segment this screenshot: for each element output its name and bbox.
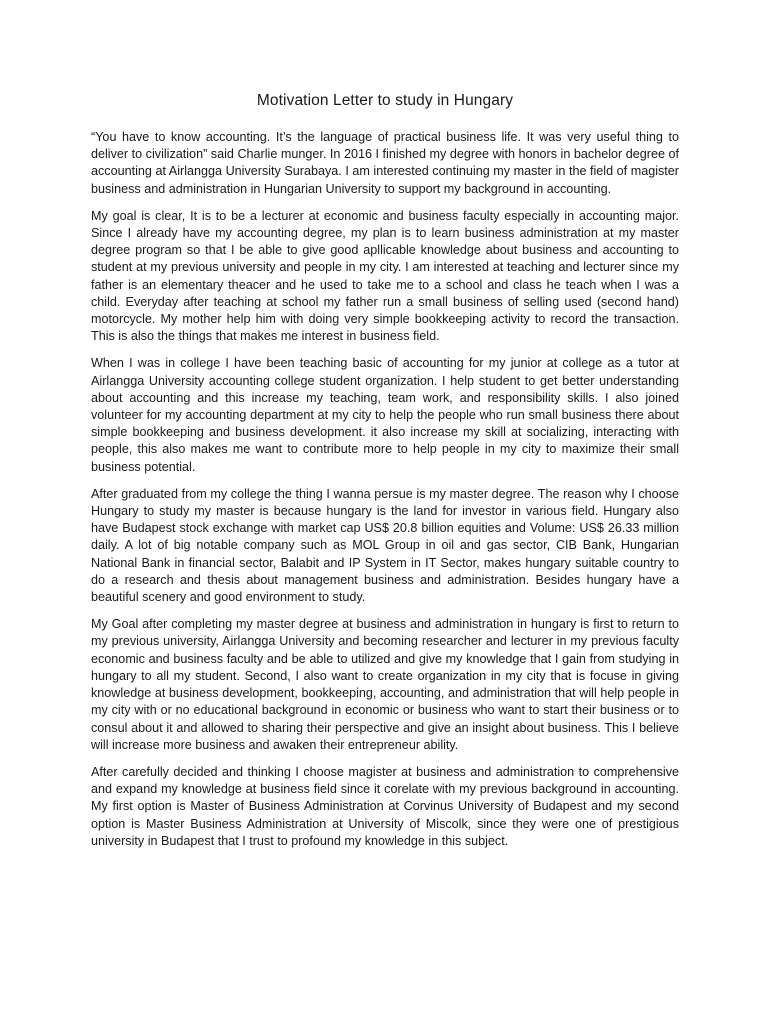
paragraph-program-choice: After carefully decided and thinking I choose magister at business and administration to comprehensive and expand my knowledge at business field since it corelate with my previous background in accounting. My first option is Master of Business Administration at Corvinus University of Budapest and my second option is Master Business Administration at University of Miscolk, since they were one of prestigious university in Budapest that I trust to profound my knowledge in this subject.: [91, 764, 679, 848]
paragraph-future-goal: My Goal after completing my master degree at business and administration in hungary is first to return to my previous university, Airlangga University and becoming researcher and lecturer in my previous faculty economic and business faculty and be able to utilized and give my knowledge that I gain from studying in hungary to all my student. Second, I also want to create organization in my city that is focuse in giving knowledge at business development, bookkeeping, accounting, and administration that will help people in my city with or no educational background in economic or business who want to start their business or to consul about it and allowed to sharing their perspective and give an insight about business. This I believe will increase more business and awaken their entrepreneur ability.: [91, 617, 679, 752]
paragraph-intro: “You have to know accounting. It’s the language of practical business life. It was very useful thing to deliver to civilization” said Charlie munger. In 2016 I finished my degree with honors in bachelor degree of accounting at Airlangga University Surabaya. I am interested continuing my master in the field of magister business and administration in Hungarian University to support my background in accounting.: [91, 130, 679, 196]
paragraph-college-experience: When I was in college I have been teaching basic of accounting for my junior at college as a tutor at Airlangga University accounting college student organization. I help student to get better understanding about accounting and this increase my teaching, team work, and responsibility skills. I also joined volunteer for my accounting department at my city to help the people who run small business there about simple bookkeeping and business development. it also increase my skill at socializing, interacting with people, this also makes me want to contribute more to help people in my city to maximize their small business potential.: [91, 356, 679, 474]
paragraph-why-hungary: After graduated from my college the thing I wanna persue is my master degree. The reason why I choose Hungary to study my master is because hungary is the land for investor in various field. Hungary also have Budapest stock exchange with market cap US$ 20.8 billion equities and Volume: US$ 26.33 million daily. A lot of big notable company such as MOL Group in oil and gas sector, CIB Bank, Hungarian National Bank in financial sector, Balabit and IP System in IT Sector, makes hungary suitable country to do a research and thesis about management business and administration. Besides hungary have a beautiful scenery and good environment to study.: [91, 486, 679, 605]
paragraph-goal: My goal is clear, It is to be a lecturer at economic and business faculty especially in accounting major. Since I already have my accounting degree, my plan is to learn business administration at my master degree program so that I be able to give good apllicable knowledge about business and accounting to student at my previous university and people in my city. I am interested at teaching and lecturer since my father is an elementary theacer and he used to take me to a school and class he teach when I was a child. Everyday after teaching at school my father run a small business of selling used (second hand) motorcycle. My mother help him with doing very simple bookkeeping activity to record the transaction. This is also the things that makes me interest in business field.: [91, 208, 679, 344]
document-title: Motivation Letter to study in Hungary: [256, 92, 514, 109]
document-page: [91, 92, 679, 860]
